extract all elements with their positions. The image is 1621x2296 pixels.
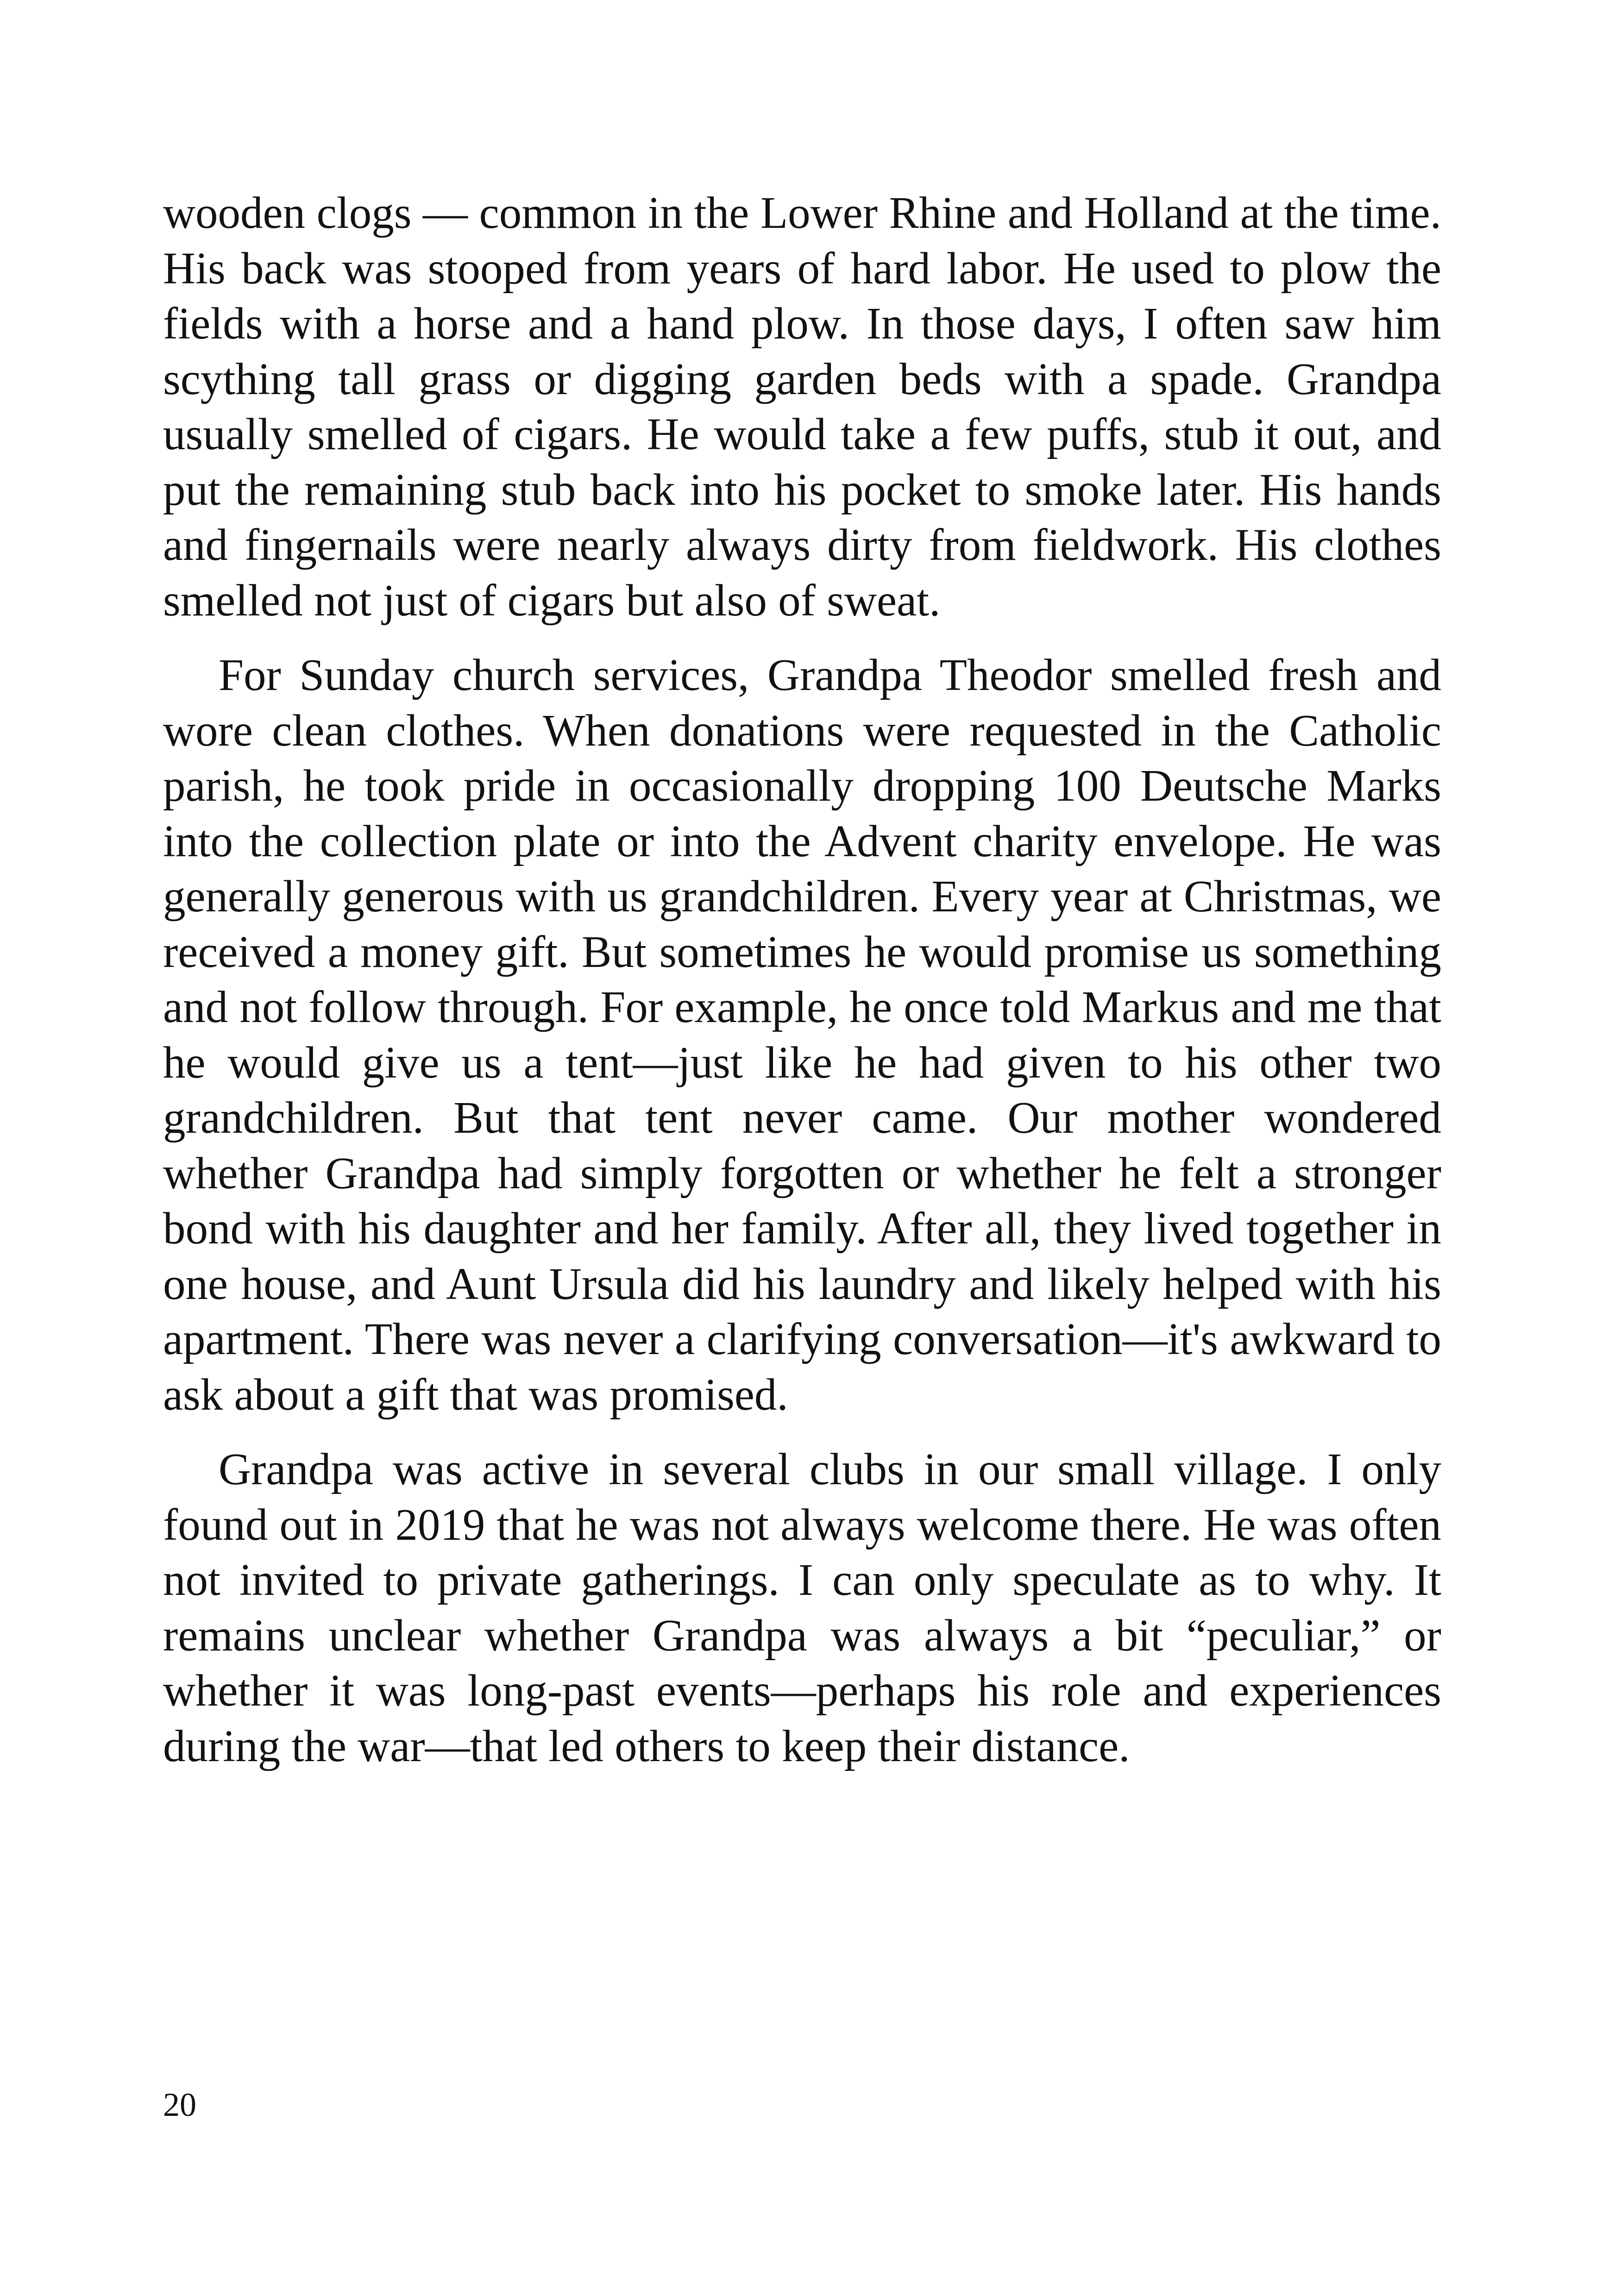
page-number: 20	[163, 2086, 196, 2123]
paragraph-2: For Sunday church services, Grandpa Theodor smelled fresh and wore clean clothes. When donations were requested in the Catholic parish, he took pride in occasionally dropping 100 Deutsche Marks into the collection plate or into the Advent charity envelope. He was generally generous with us grandchildren. Every year at Christmas, we received a money gift. But sometimes he would promise us something and not follow through. For example, he once told Markus and me that he would give us a tent—just like he had given to his other two grandchildren. But that tent never came. Our mother wondered whether Grandpa had simply forgotten or whether he felt a stronger bond with his daughter and her family. After all, they lived together in one house, and Aunt Ursula did his laundry and likely helped with his apartment. There was never a clarifying conversation—it's awkward to ask about a gift that was promised.	[163, 650, 1441, 1419]
paragraph-1: wooden clogs — common in the Lower Rhine and Holland at the time. His back was stooped from years of hard labor. He used to plow the fields with a horse and a hand plow. In those days, I often saw him scything tall grass or digging garden beds with a spade. Grandpa usually smelled of cigars. He would take a few puffs, stub it out, and put the remaining stub back into his pocket to smoke later. His hands and fingernails were nearly always dirty from fieldwork. His clothes smelled not just of cigars but also of sweat.	[163, 188, 1441, 625]
body-text	[163, 185, 1441, 1793]
paragraph-3: Grandpa was active in several clubs in our small village. I only found out in 2019 that he was not always welcome there. He was often not invited to private gatherings. I can only speculate as to why. It remains unclear whether Grandpa was always a bit “peculiar,” or whether it was long-past events—perhaps his role and experiences during the war—that led others to keep their distance.	[163, 1444, 1441, 1771]
